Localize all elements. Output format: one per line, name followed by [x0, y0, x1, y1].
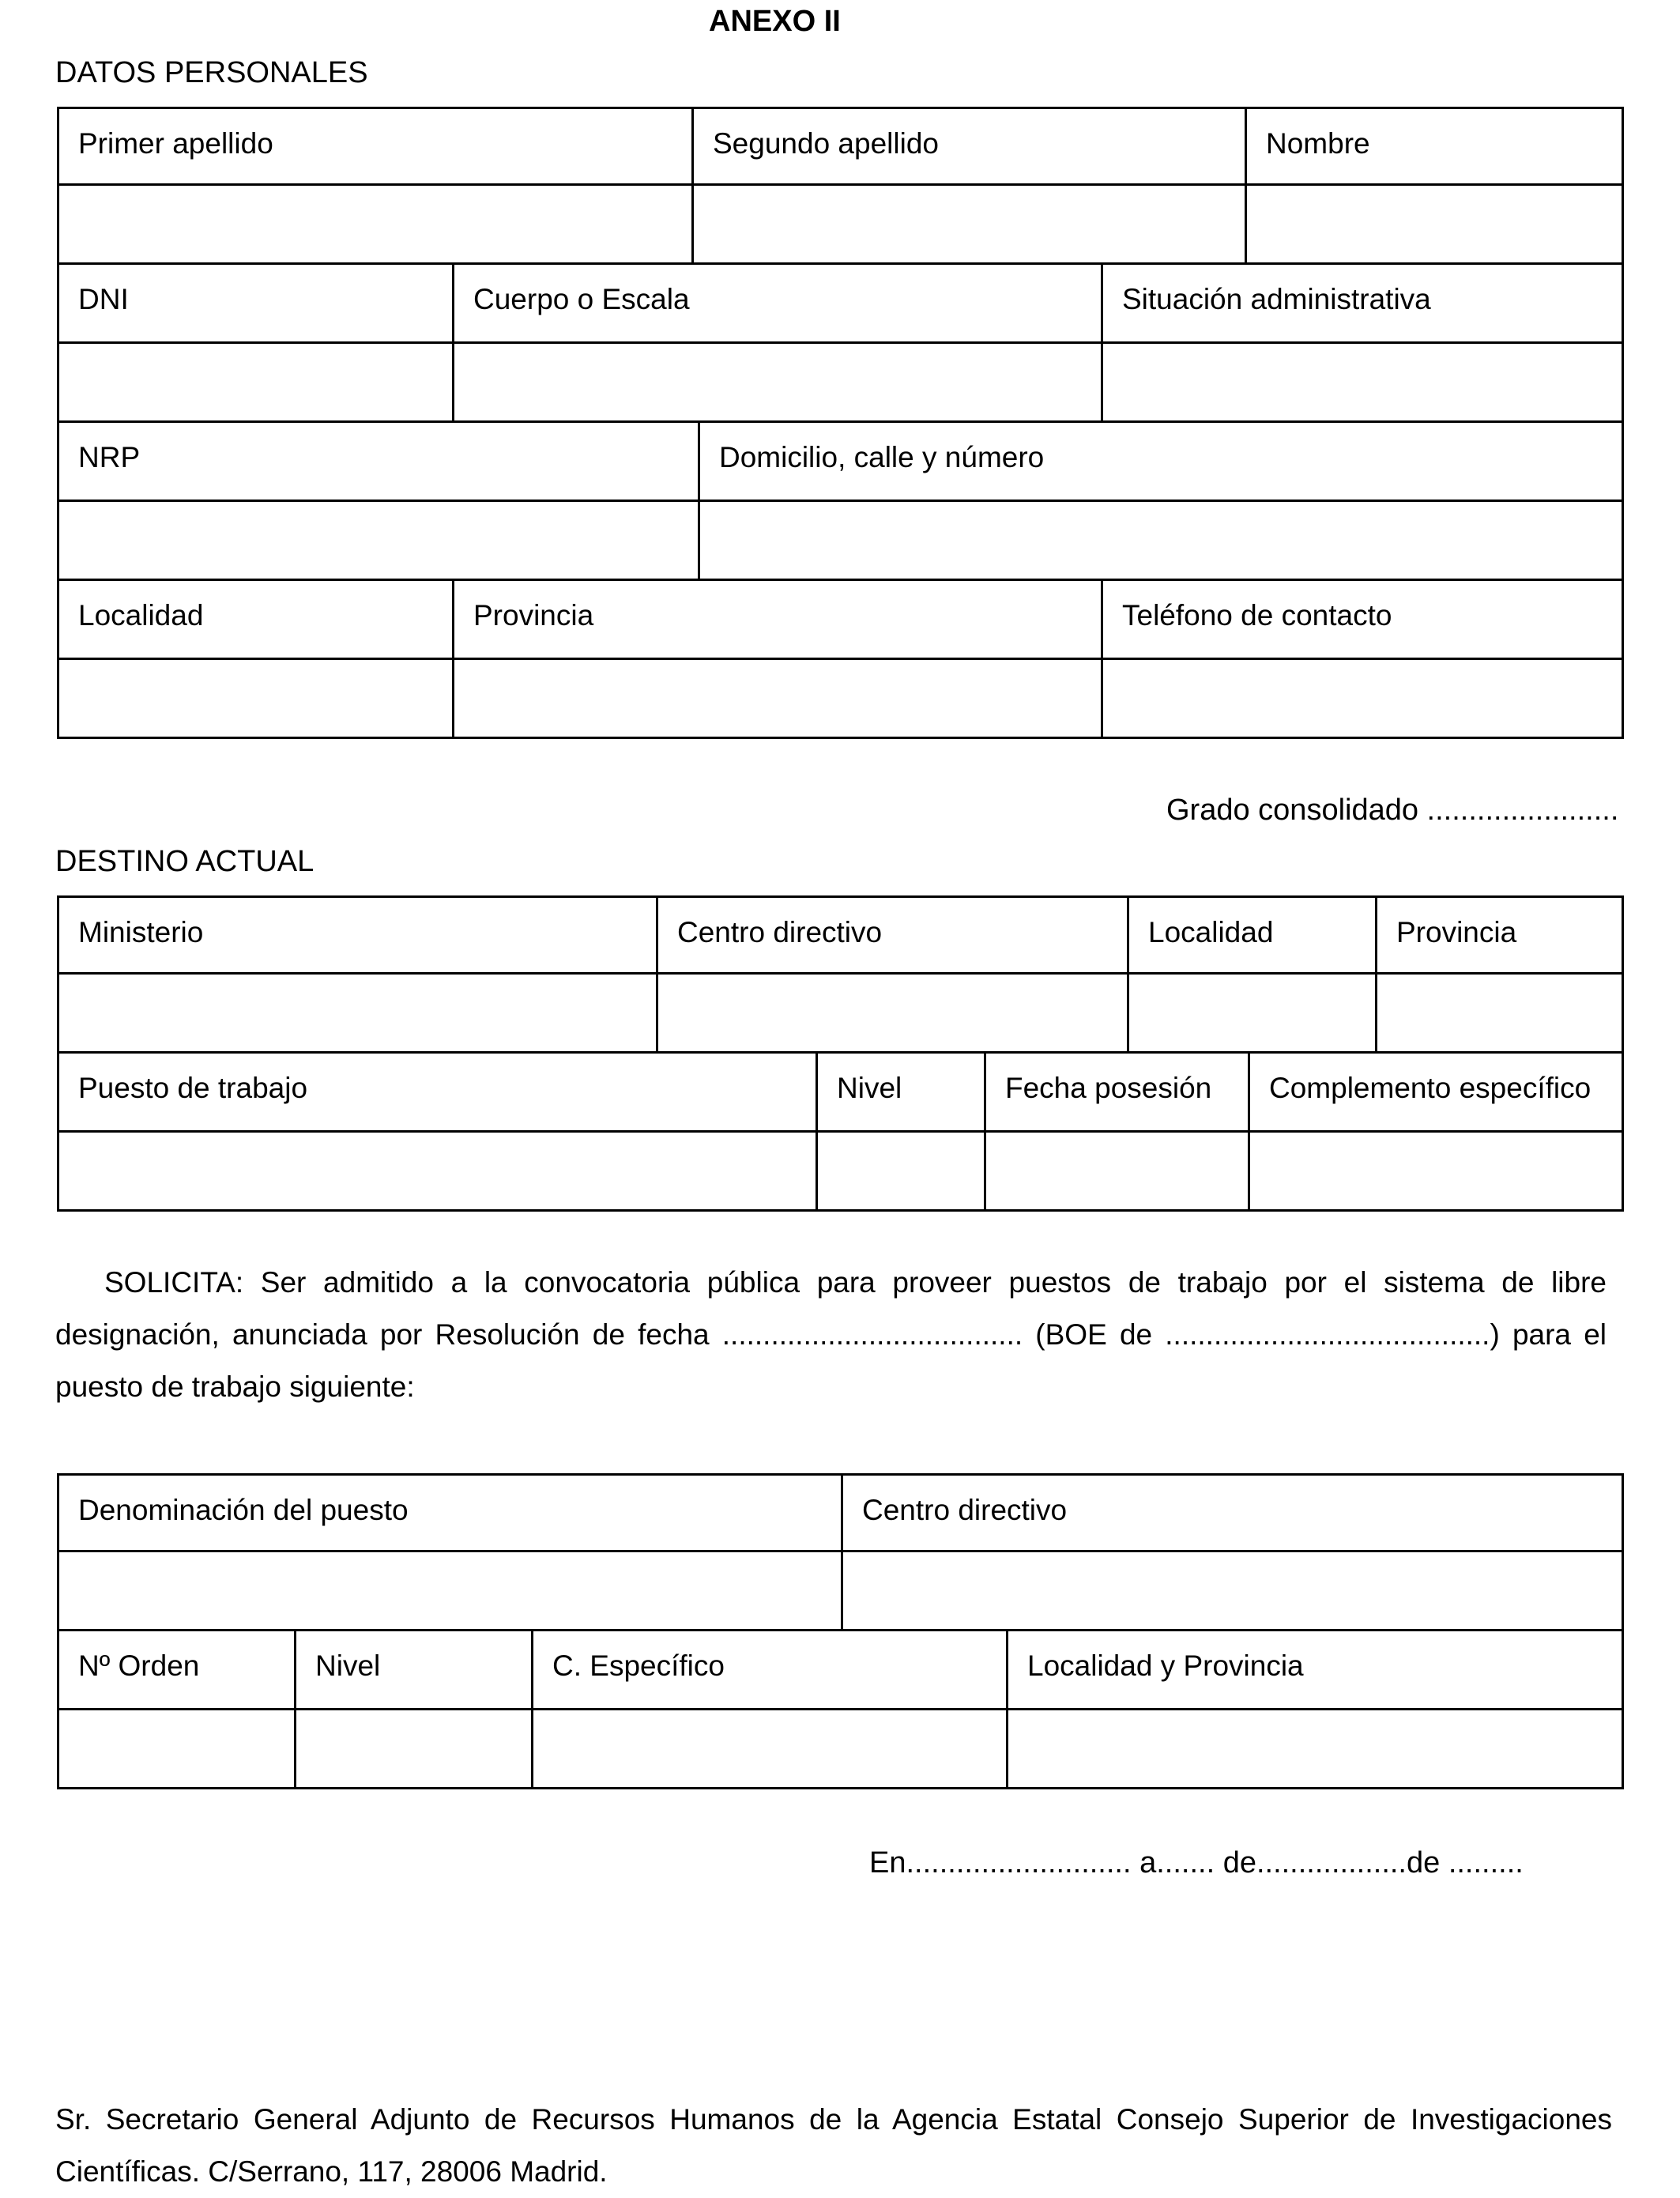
label-denominacion-puesto: Denominación del puesto — [59, 1476, 843, 1550]
grado-consolidado: Grado consolidado ....................... — [1166, 794, 1619, 827]
label-c-especifico: C. Específico — [533, 1631, 1008, 1708]
field-nivel[interactable] — [296, 1710, 533, 1787]
label-domicilio: Domicilio, calle y número — [719, 441, 1045, 473]
label-localidad-provincia: Localidad y Provincia — [1027, 1649, 1304, 1682]
label-nivel: Nivel — [296, 1631, 533, 1708]
table-row — [57, 344, 1624, 423]
table-row — [57, 1054, 1624, 1133]
field-telefono[interactable] — [1103, 660, 1622, 737]
table-row — [57, 502, 1624, 581]
section-current-title: DESTINO ACTUAL — [55, 845, 315, 878]
field-nrp[interactable] — [59, 502, 700, 579]
label-complemento-especifico: Complemento específico — [1269, 1072, 1591, 1104]
label-segundo-apellido: Segundo apellido — [694, 109, 1247, 183]
label-provincia: Provincia — [454, 581, 1103, 658]
field-localidad[interactable] — [1129, 975, 1377, 1051]
field-numero-orden[interactable] — [59, 1710, 296, 1787]
field-ministerio[interactable] — [59, 975, 658, 1051]
field-complemento-especifico[interactable] — [1250, 1133, 1622, 1209]
field-provincia[interactable] — [1377, 975, 1622, 1051]
field-cuerpo-escala[interactable] — [454, 344, 1103, 420]
table-row — [57, 1473, 1624, 1552]
table-row — [57, 107, 1624, 186]
field-primer-apellido[interactable] — [59, 186, 694, 262]
table-row — [57, 1631, 1624, 1710]
field-c-especifico[interactable] — [533, 1710, 1008, 1787]
table-row — [57, 423, 1624, 502]
label-ministerio: Ministerio — [59, 898, 658, 972]
label-provincia: Provincia — [1396, 916, 1517, 948]
field-segundo-apellido[interactable] — [694, 186, 1247, 262]
label-primer-apellido: Primer apellido — [59, 109, 694, 183]
field-localidad[interactable] — [59, 660, 454, 737]
label-numero-orden: Nº Orden — [59, 1631, 296, 1708]
field-localidad-provincia[interactable] — [1008, 1710, 1622, 1787]
table-row — [57, 581, 1624, 660]
field-puesto-trabajo[interactable] — [59, 1133, 818, 1209]
label-nombre: Nombre — [1266, 127, 1370, 160]
section-personal-title: DATOS PERSONALES — [55, 56, 368, 89]
label-fecha-posesion: Fecha posesión — [986, 1054, 1250, 1130]
field-nombre[interactable] — [1247, 186, 1622, 262]
requested-position-table — [57, 1473, 1624, 1789]
label-situacion-administrativa: Situación administrativa — [1122, 283, 1431, 315]
label-nrp: NRP — [59, 423, 700, 500]
label-localidad: Localidad — [1129, 898, 1377, 972]
table-row — [57, 660, 1624, 739]
label-cuerpo-escala: Cuerpo o Escala — [454, 265, 1103, 341]
table-row — [57, 1552, 1624, 1631]
field-centro-directivo[interactable] — [843, 1552, 1622, 1629]
field-situacion-administrativa[interactable] — [1103, 344, 1622, 420]
label-localidad: Localidad — [59, 581, 454, 658]
label-dni: DNI — [59, 265, 454, 341]
label-nivel: Nivel — [818, 1054, 986, 1130]
table-row — [57, 186, 1624, 265]
table-row — [57, 1710, 1624, 1789]
table-row — [57, 1133, 1624, 1212]
date-line: En........................... a....... de..................de ......... — [869, 1846, 1524, 1879]
field-denominacion-puesto[interactable] — [59, 1552, 843, 1629]
field-dni[interactable] — [59, 344, 454, 420]
personal-data-table — [57, 107, 1624, 739]
field-nivel[interactable] — [818, 1133, 986, 1209]
current-position-table — [57, 895, 1624, 1212]
label-telefono: Teléfono de contacto — [1122, 599, 1392, 632]
footer-addressee: Sr. Secretario General Adjunto de Recursos Humanos de la Agencia Estatal Consejo Superior de Investigaciones Científicas. C/Serrano, 117, 28006 Madrid. — [55, 2103, 1612, 2188]
label-centro-directivo: Centro directivo — [658, 898, 1129, 972]
page-title: ANEXO II — [709, 5, 841, 38]
table-row — [57, 895, 1624, 975]
label-centro-directivo: Centro directivo — [862, 1494, 1068, 1526]
label-puesto-trabajo: Puesto de trabajo — [59, 1054, 818, 1130]
table-row — [57, 975, 1624, 1054]
field-provincia[interactable] — [454, 660, 1103, 737]
field-domicilio[interactable] — [700, 502, 1622, 579]
field-centro-directivo[interactable] — [658, 975, 1129, 1051]
table-row — [57, 265, 1624, 344]
field-fecha-posesion[interactable] — [986, 1133, 1250, 1209]
solicita-paragraph: SOLICITA: Ser admitido a la convocatoria pública para proveer puestos de trabajo por el sistema de libre designación, anunciada por Resolución de fecha ..................................... (BOE de ........................................) para el puesto de trabajo siguiente: — [55, 1266, 1607, 1403]
